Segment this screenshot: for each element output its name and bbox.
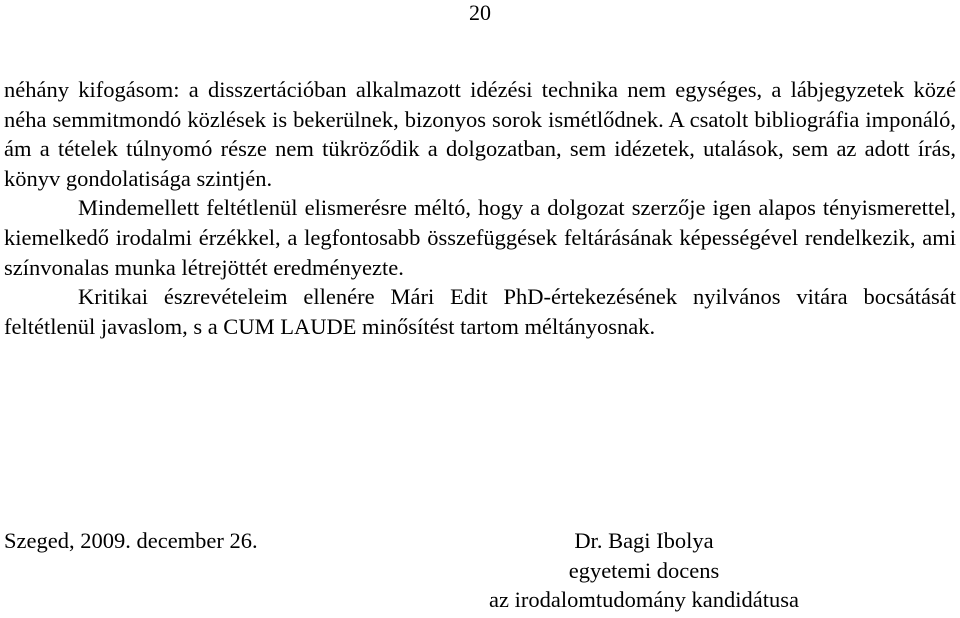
signer-title: egyetemi docens xyxy=(568,557,720,583)
signature-block xyxy=(452,526,836,615)
paragraph-objections: néhány kifogásom: a disszertációban alkalmazott idézési technika nem egységes, a lábjegyzetek közé néha semmitmondó közlések is bekerülnek, bizonyos sorok ismétlődnek. A csatolt bibliográfia imponáló, ám a tételek túlnyomó része nem tükröződik a dolgozatban, sem idézetek, utalások, sem az adott írás, könyv gondolatisága szintjén. xyxy=(4,77,956,191)
place-and-date: Szeged, 2009. december 26. xyxy=(4,528,258,553)
paragraph-recommendation: Kritikai észrevételeim ellenére Mári Edit PhD-értekezésének nyilvános vitára bocsátását feltétlenül javaslom, s a CUM LAUDE minősítést tartom méltányosnak. xyxy=(4,284,956,339)
paragraph-appreciation: Mindemellett feltétlenül elismerésre méltó, hogy a dolgozat szerzője igen alapos tényismerettel, kiemelkedő irodalmi érzékkel, a legfontosabb összefüggések feltárásának képességével rendelkezik, ami színvonalas munka létrejöttét eredményezte. xyxy=(4,195,956,280)
signer-name: Dr. Bagi Ibolya xyxy=(574,528,714,553)
signer-degree: az irodalomtudomány kandidátusa xyxy=(489,587,799,613)
document-body xyxy=(4,75,956,341)
page-number: 20 xyxy=(469,0,491,25)
